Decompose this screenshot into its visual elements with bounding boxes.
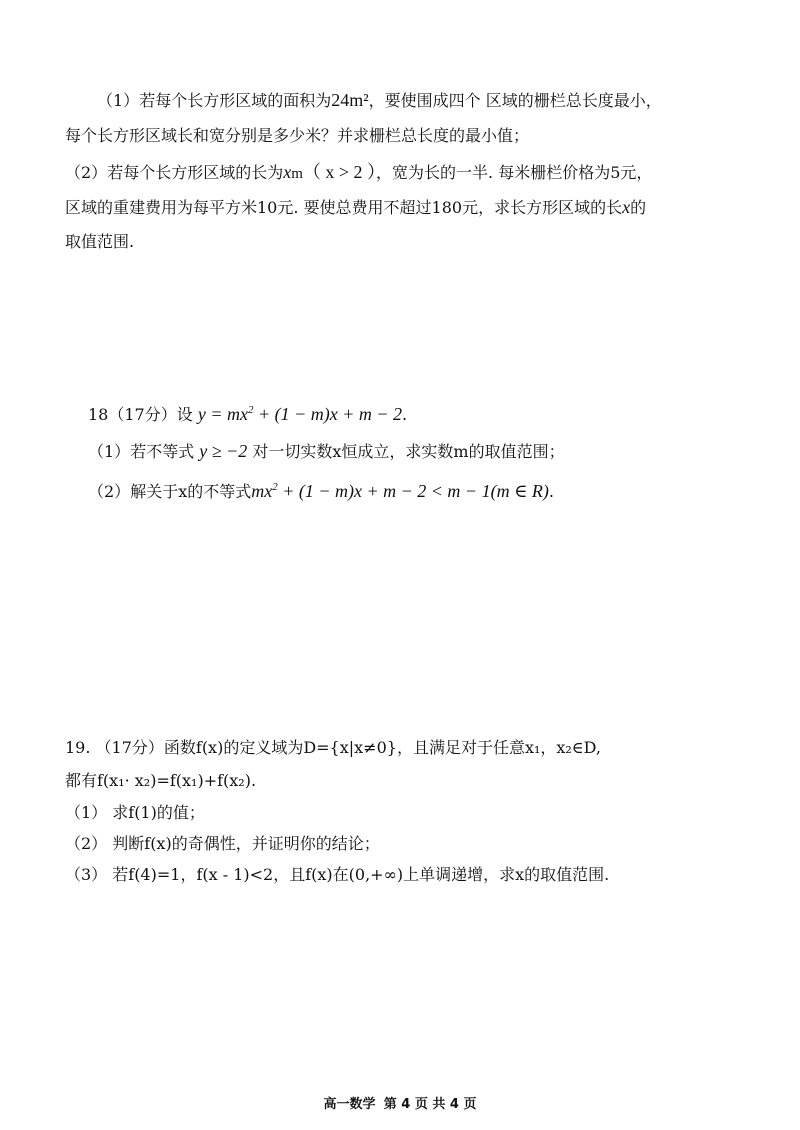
q17-part2-line2 (65, 196, 646, 219)
q18-part1-text-b: 对一切实数x恒成立，求实数m的取值范围； (252, 442, 565, 461)
q19-condition: 都有f(x₁· x₂)=f(x₁)+f(x₂). (65, 771, 257, 790)
q19-heading: 19. （17分）函数f(x)的定义域为D={x|x≠0}，且满足对于任意x₁，x₂∈D, (65, 738, 602, 757)
footer-page-number: 第 4 页 共 4 页 (383, 1097, 477, 1112)
page-footer (0, 1093, 800, 1112)
q17-part1-line2: 每个长方形区域长和宽分别是多少米？并求栅栏总长度的最小值； (65, 126, 530, 145)
q17-part1-label: （1） (97, 91, 140, 110)
q19-part2: （2） 判断f(x)的奇偶性，并证明你的结论； (65, 834, 380, 853)
q17-part1-line1 (97, 89, 662, 112)
q17-part2-text-d: 的 (630, 198, 647, 217)
q17-part2-text-b: ，宽为长的一半. 每米栅栏价格为5元， (376, 163, 653, 182)
q17-unit: m (291, 166, 303, 182)
q18-head-text: 18（17分）设 (88, 405, 193, 424)
q18-part1-text-a: 若不等式 (130, 442, 195, 461)
q19-part3: （3） 若f(4)=1，f(x - 1)<2，且f(x)在(0,+∞)上单调递增，求x的取值范围. (65, 865, 610, 884)
q17-part2-line1 (65, 161, 652, 185)
q17-var-x: x (283, 162, 292, 182)
q17-part2-text-c: 区域的重建费用为每平方米10元. 要使总费用不超过180元，求长方形区域的长 (65, 198, 623, 217)
q18-heading (88, 403, 407, 426)
q18-part2-end: . (548, 482, 554, 501)
q17-part1-text-a: 若每个长方形区域的面积为 (139, 91, 332, 110)
q18-part1 (88, 440, 565, 463)
q17-part2-label: （2） (65, 163, 108, 182)
q17-condition: （ x > 2 ） (302, 162, 377, 182)
q17-area-value: 24m² (331, 90, 369, 110)
q18-part1-inequality: y ≥ −2 (199, 441, 248, 461)
q18-part2 (88, 480, 554, 503)
q17-part1-text-b: ，要使围成四个 区域的栅栏总长度最小， (368, 91, 662, 110)
q18-part2-text-a: 解关于x的不等式 (130, 482, 252, 501)
q18-period: . (402, 405, 408, 424)
q19-part1: （1） 求f(1)的值； (65, 803, 205, 822)
footer-subject: 高一数学 (323, 1097, 376, 1112)
q18-part1-label: （1） (88, 442, 131, 461)
q18-formula: $y = mx^2 + (1 - m)x + m - 2$ (197, 404, 403, 424)
q17-part2-text-a: 若每个长方形区域的长为 (107, 163, 284, 182)
q17-var-x-2: x (622, 197, 631, 217)
q18-part2-inequality: $mx^2 + (1 - m)x + m - 2 < m - 1(m$ ∈ R) (251, 481, 549, 501)
q17-part2-line3: 取值范围. (65, 232, 135, 251)
q18-part2-label: （2） (88, 482, 131, 501)
